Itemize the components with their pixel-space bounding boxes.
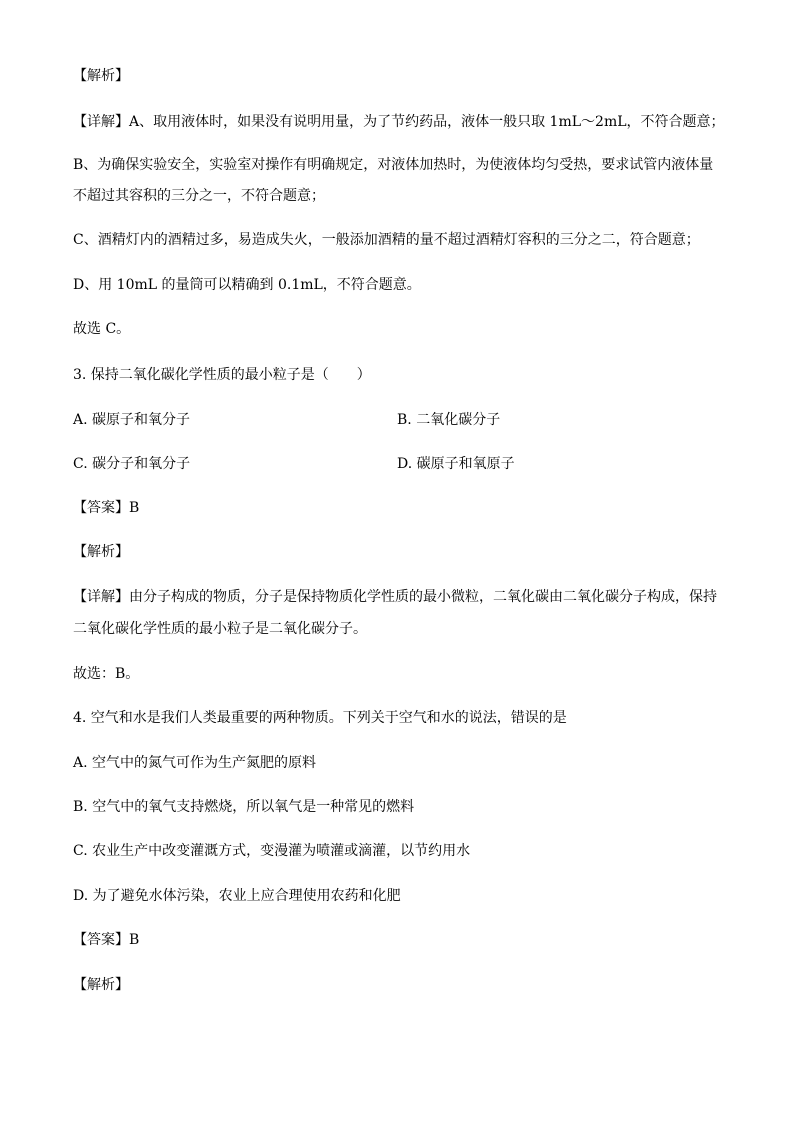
- q3-detail-line2: 二氧化碳化学性质的最小粒子是二氧化碳分子。: [73, 621, 367, 637]
- q4-option-d: D. 为了避免水体污染，农业上应合理使用农药和化肥: [73, 888, 401, 904]
- q3-option-b: B. 二氧化碳分子: [397, 412, 501, 428]
- analysis-heading: 【解析】: [73, 544, 129, 560]
- analysis-heading: 【解析】: [73, 68, 129, 84]
- q3-choice: 故选：B。: [73, 666, 140, 682]
- q2-detail-b-line2: 不超过其容积的三分之一，不符合题意；: [73, 188, 325, 204]
- q4-stem: 4. 空气和水是我们人类最重要的两种物质。下列关于空气和水的说法，错误的是: [73, 710, 567, 726]
- q4-option-c: C. 农业生产中改变灌溉方式，变漫灌为喷灌或滴灌，以节约用水: [73, 843, 471, 859]
- analysis-heading: 【解析】: [73, 977, 129, 993]
- q2-detail-b-line1: B、为确保实验安全，实验室对操作有明确规定，对液体加热时，为使液体均匀受热，要求试管内液体量: [73, 157, 714, 173]
- q3-detail-line1: 【详解】由分子构成的物质，分子是保持物质化学性质的最小微粒，二氧化碳由二氧化碳分子构成，保持: [73, 589, 717, 605]
- q3-option-d: D. 碳原子和氧原子: [397, 456, 515, 472]
- q4-option-a: A. 空气中的氮气可作为生产氮肥的原料: [73, 755, 317, 771]
- q2-detail-c: C、酒精灯内的酒精过多，易造成失火，一般添加酒精的量不超过酒精灯容积的三分之二，符合题意；: [73, 232, 700, 248]
- q3-option-c: C. 碳分子和氧分子: [73, 456, 191, 472]
- q3-answer: 【答案】B: [73, 500, 140, 516]
- q3-stem: 3. 保持二氧化碳化学性质的最小粒子是（ ）: [73, 367, 371, 383]
- q2-choice: 故选 C。: [73, 321, 131, 337]
- q3-option-a: A. 碳原子和氧分子: [73, 412, 191, 428]
- q4-option-b: B. 空气中的氧气支持燃烧，所以氧气是一种常见的燃料: [73, 799, 415, 815]
- q4-answer: 【答案】B: [73, 932, 140, 948]
- q2-detail-a: 【详解】A、取用液体时，如果没有说明用量，为了节约药品，液体一般只取 1mL～2mL，不符合题意；: [73, 114, 725, 130]
- q2-detail-d: D、用 10mL 的量筒可以精确到 0.1mL，不符合题意。: [73, 277, 421, 293]
